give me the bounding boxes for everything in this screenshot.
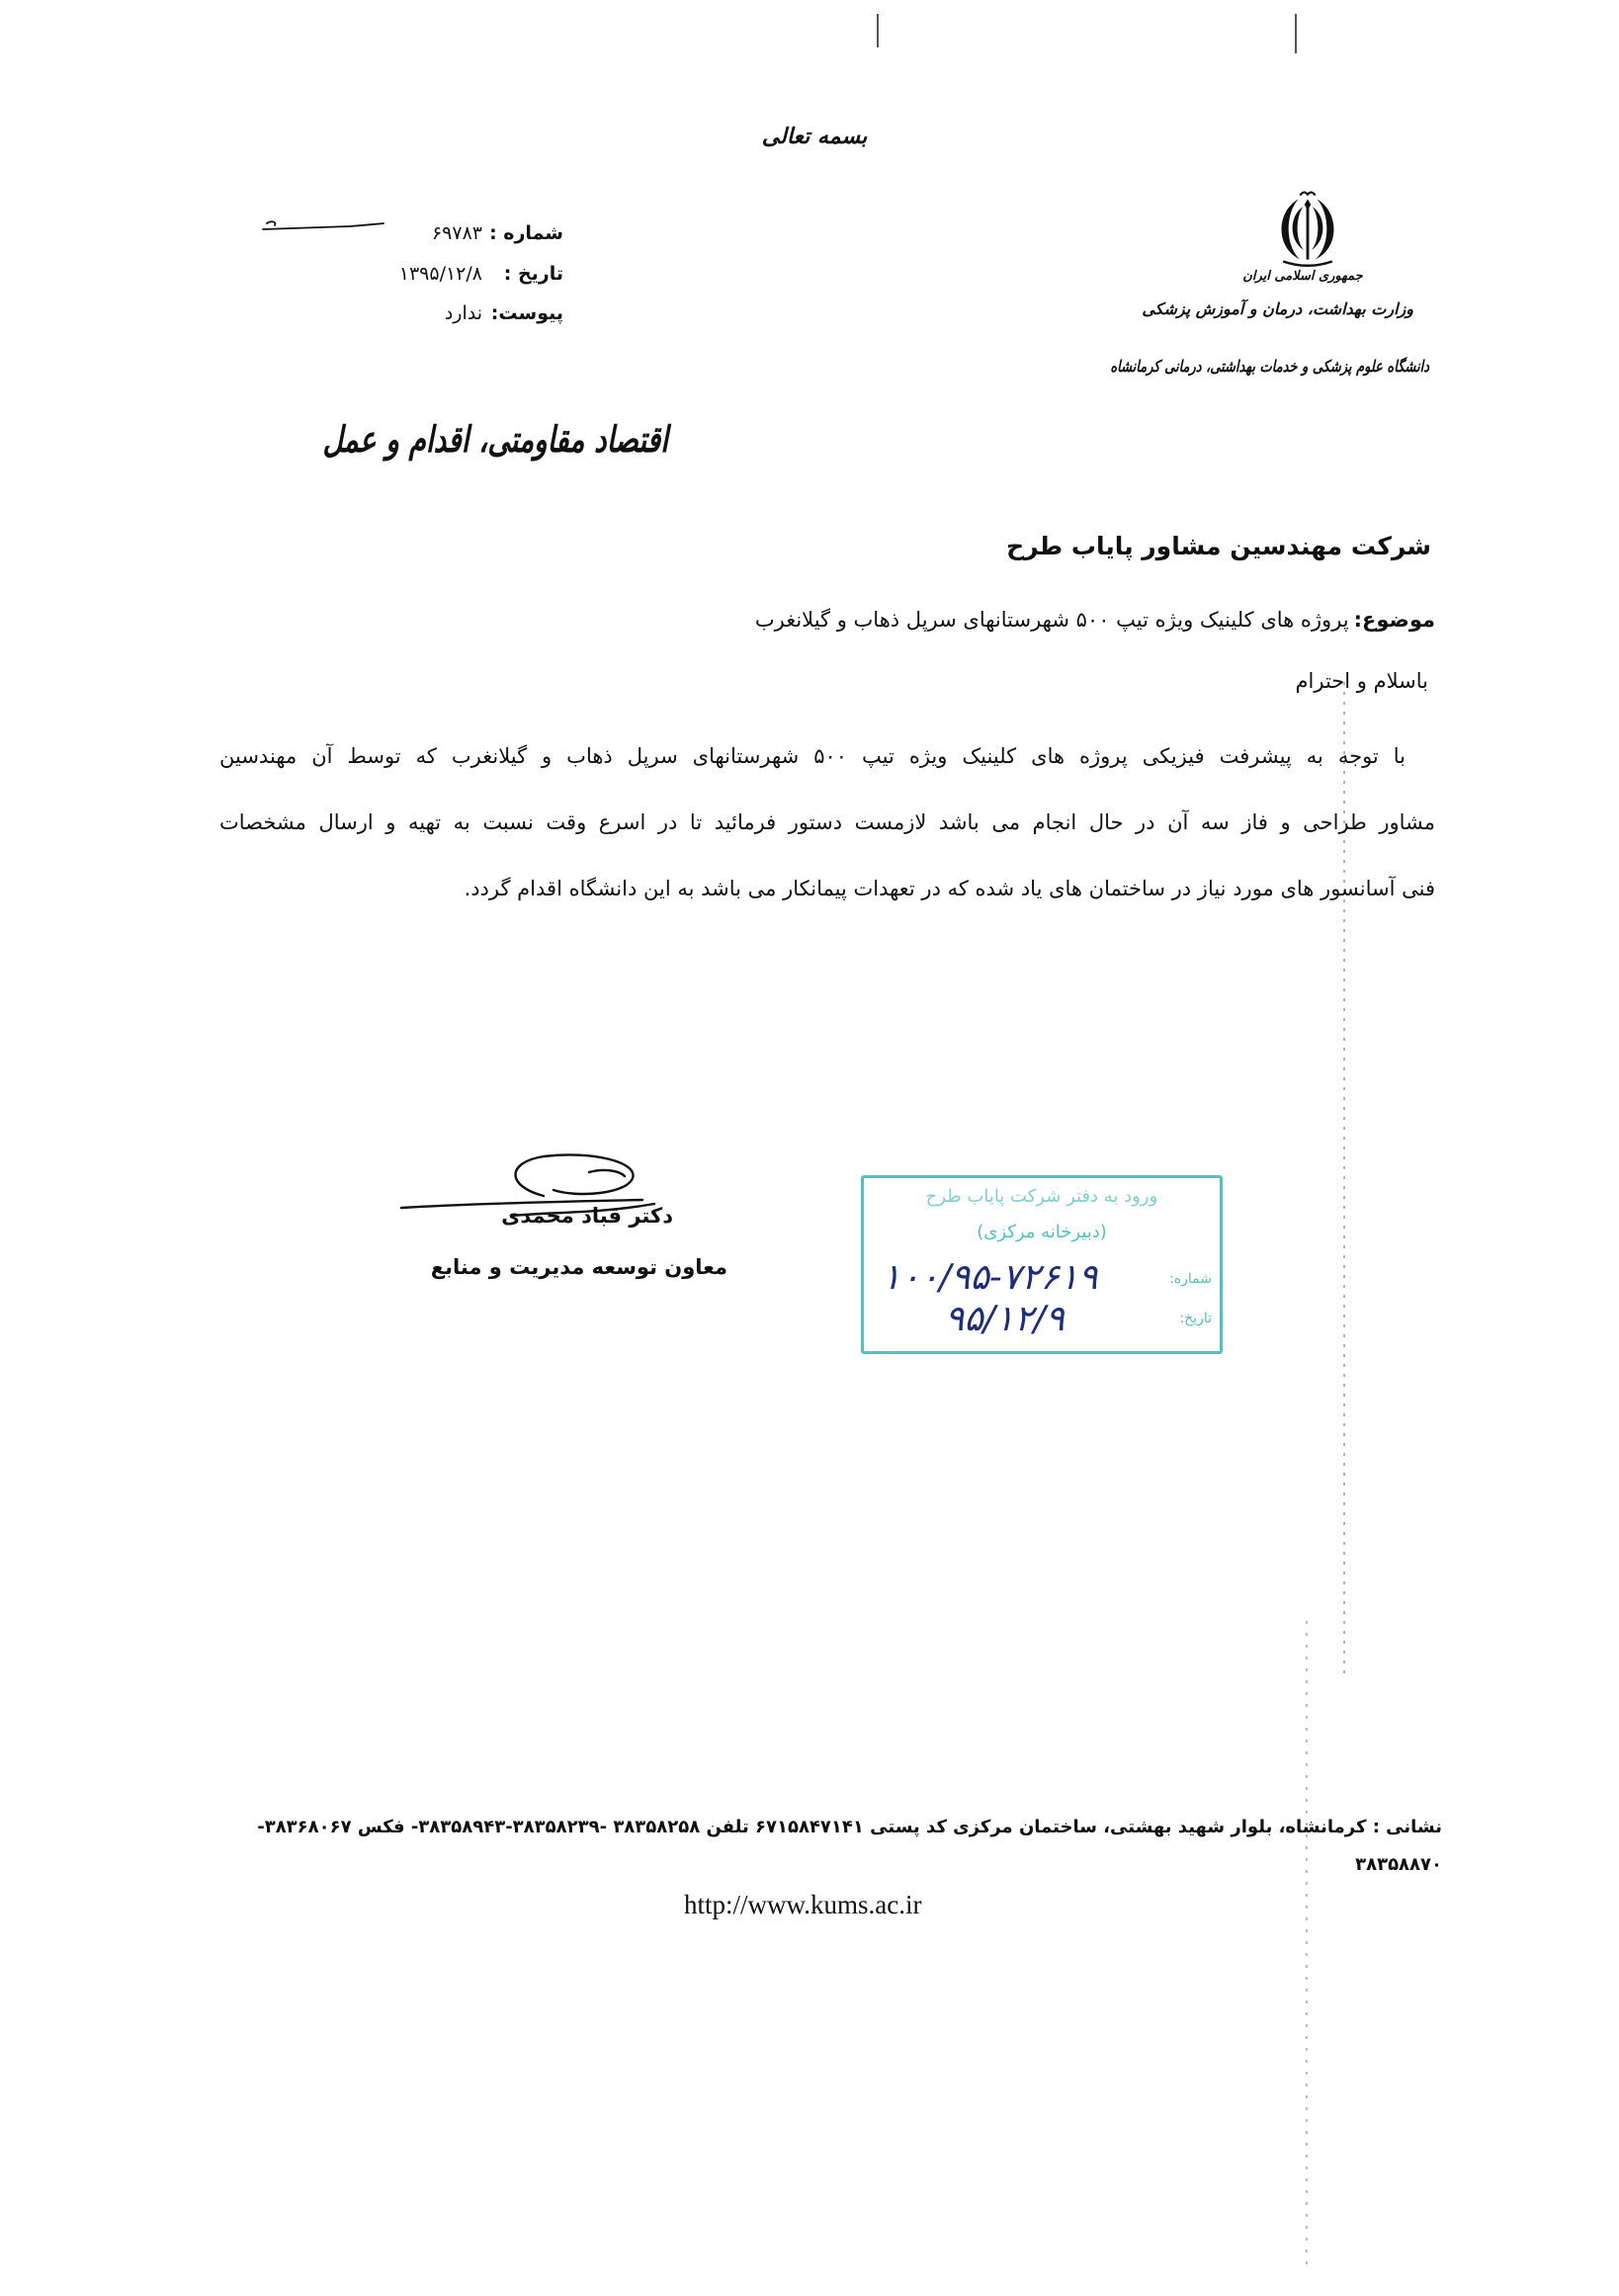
body-text-line: مشاور طراحی و فاز سه آن در حال انجام می باشد لازمست دستور فرمائید تا در اسرع وقت نسبت به تهیه و ارسال مشخصات: [219, 810, 1435, 834]
recipient: شرکت مهندسین مشاور پایاب طرح: [1006, 532, 1431, 560]
stamp-number-label: شماره:: [1169, 1271, 1212, 1287]
receipt-stamp: [861, 1175, 1223, 1354]
signatory-name: دکتر قباد محمدی: [501, 1204, 673, 1228]
footer-address: نشانی : کرمانشاه، بلوار شهید بهشتی، ساختمان مرکزی کد پستی ۶۷۱۵۸۴۷۱۴۱ تلفن ۳۸۳۵۸۲۵۸ -۳۸۳۵۸۲۳۹-۳۸۳۵۸۹۴۳- فکس ۳۸۳۶۸۰۶۷-: [257, 1817, 1442, 1837]
website-url: http://www.kums.ac.ir: [684, 1890, 922, 1919]
iran-emblem-icon: [1268, 188, 1347, 271]
stamp-date-label: تاریخ:: [1179, 1311, 1212, 1326]
letter-number-value: ۶۹۷۸۳: [431, 222, 482, 244]
stamp-heading: ورود به دفتر شرکت پایاب طرح: [925, 1186, 1158, 1207]
letter-attachment-label: پیوست:: [490, 302, 563, 324]
university-name: دانشگاه علوم پزشکی و خدمات بهداشتی، درمانی کرمانشاه: [1110, 358, 1429, 377]
letter-date-value: ۱۳۹۵/۱۲/۸: [398, 263, 482, 285]
emblem-base: [1283, 261, 1332, 265]
motto-slogan: اقتصاد مقاومتی، اقدام و عمل: [322, 418, 668, 461]
emblem-sword: [1307, 207, 1310, 259]
emblem-crescent: [1312, 207, 1323, 250]
greeting: باسلام و احترام: [1295, 669, 1428, 693]
subject-text: پروژه های کلینیک ویژه تیپ ۵۰۰ شهرستانهای سرپل ذهاب و گیلانغرب: [754, 608, 1349, 632]
handwritten-mark-stroke: [263, 221, 383, 229]
subject-line: [755, 608, 1435, 632]
letter-attachment-value: ندارد: [444, 302, 482, 324]
stamp-number-value: ۱۰۰/۹۵-۷۲۶۱۹: [882, 1257, 1098, 1298]
letter-date-label: تاریخ :: [503, 263, 563, 285]
body-text-line: فنی آسانسور های مورد نیاز در ساختمان های یاد شده که در تعهدات پیمانکار می باشد به این دانشگاه اقدام گردد.: [464, 877, 1435, 900]
country-name: جمهوری اسلامی ایران: [1242, 269, 1363, 284]
letter-number-label: شماره :: [489, 222, 563, 244]
emblem-crescent: [1293, 207, 1305, 250]
stamp-subheading: (دبیرخانه مرکزی): [977, 1222, 1107, 1242]
footer-address-continued: ۳۸۳۵۸۸۷۰: [1355, 1854, 1442, 1875]
letter-attachment-row: [445, 302, 563, 324]
ministry-name: وزارت بهداشت، درمان و آموزش پزشکی: [1142, 299, 1413, 318]
body-text-line: با توجه به پیشرفت فیزیکی پروژه های کلینیک ویژه تیپ ۵۰۰ شهرستانهای سرپل ذهاب و گیلانغرب که توسط آن مهندسین: [219, 744, 1406, 768]
stamp-date-value: ۹۵/۱۲/۹: [945, 1299, 1065, 1339]
letter-number-row: [432, 222, 563, 244]
bismillah-heading: بسمه تعالی: [761, 125, 868, 149]
signatory-title: معاون توسعه مدیریت و منابع: [430, 1255, 727, 1279]
letter-date-row: [399, 263, 563, 285]
emblem-shadda: [1300, 193, 1315, 196]
subject-label: موضوع:: [1353, 608, 1435, 632]
handwritten-mark: [259, 213, 387, 241]
